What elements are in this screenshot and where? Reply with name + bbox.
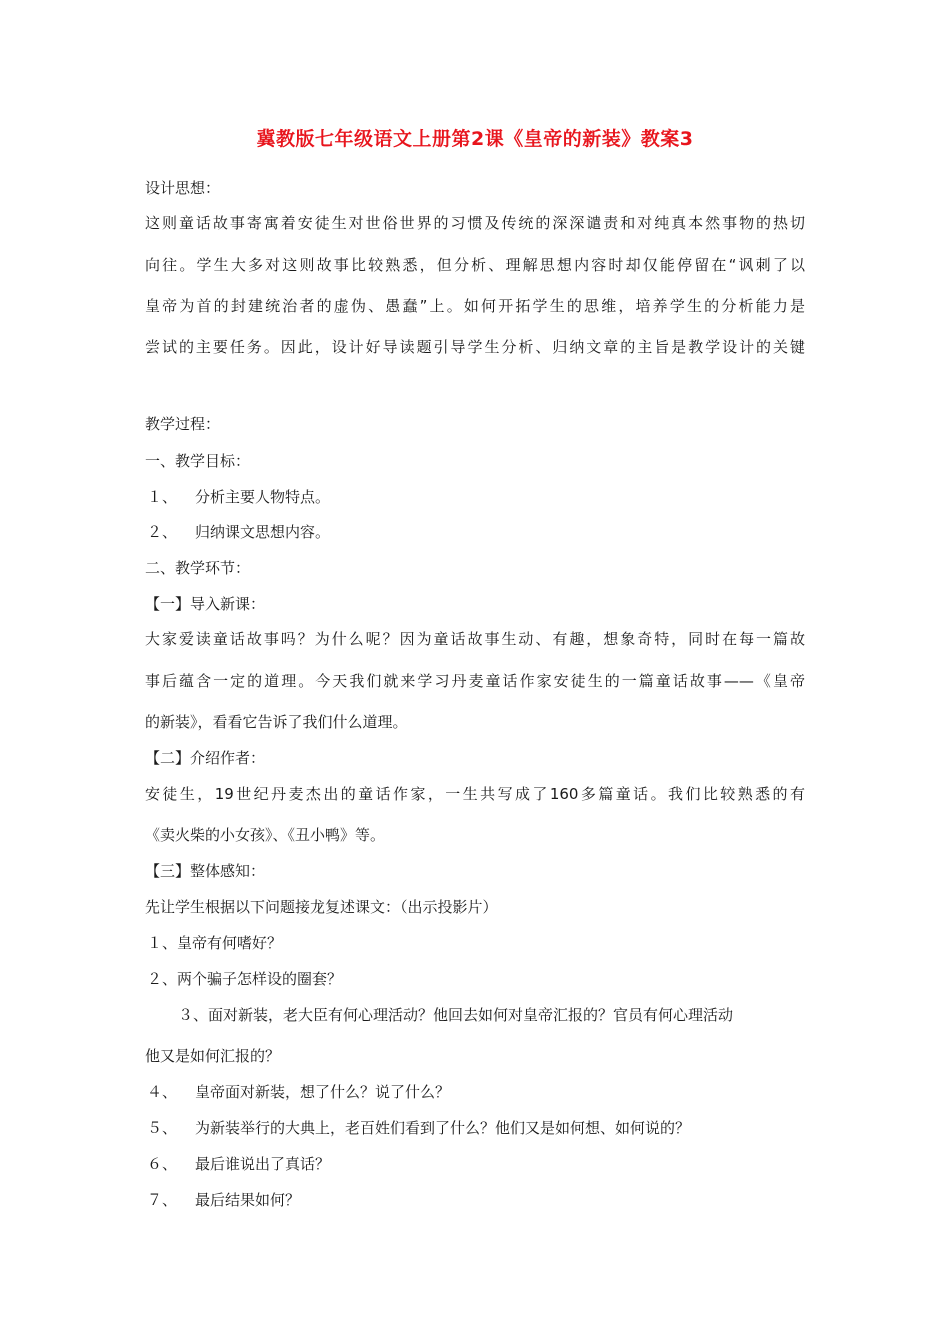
- question-continuation: 他又是如何汇报的？: [145, 1047, 281, 1065]
- goals-heading: 一、教学目标：: [145, 452, 251, 470]
- goal-item: [147, 487, 330, 507]
- intro-line: 的新装》，看看它告诉了我们什么道理。: [145, 713, 408, 731]
- question-number: ４、: [147, 1083, 178, 1101]
- question-item: ２、两个骗子怎样设的圈套？: [147, 970, 343, 988]
- goal-text: 归纳课文思想内容。: [195, 523, 331, 541]
- goal-text: 分析主要人物特点。: [195, 488, 331, 506]
- goal-item: [147, 522, 330, 542]
- question-text: 最后谁说出了真话？: [195, 1155, 331, 1173]
- design-line: 尝试的主要任务。因此，设计好导读题引导学生分析、归纳文章的主旨是教学设计的关键: [145, 338, 805, 356]
- process-heading: 教学过程：: [145, 415, 221, 433]
- question-item: [147, 1082, 450, 1102]
- question-number: ７、: [147, 1191, 178, 1209]
- question-item: [147, 1154, 330, 1174]
- author-line: 安徒生，19世纪丹麦杰出的童话作家，一生共写成了160多篇童话。我们比较熟悉的有: [145, 785, 805, 803]
- question-item: [147, 1118, 690, 1138]
- author-line: 《卖火柴的小女孩》、《丑小鸭》等。: [145, 826, 386, 844]
- design-line: 向往。学生大多对这则故事比较熟悉，但分析、理解思想内容时却仅能停留在“讽刺了以: [145, 256, 805, 274]
- goal-number: １、: [147, 488, 178, 506]
- question-number: ５、: [147, 1119, 178, 1137]
- design-heading: 设计思想：: [145, 179, 221, 197]
- intro-heading: 【一】导入新课：: [145, 595, 266, 613]
- question-text: 皇帝面对新装，想了什么？说了什么？: [195, 1083, 451, 1101]
- question-item: ３、面对新装，老大臣有何心理活动？他回去如何对皇帝汇报的？官员有何心理活动: [178, 1006, 734, 1024]
- intro-line: 事后蕴含一定的道理。今天我们就来学习丹麦童话作家安徒生的一篇童话故事——《皇帝: [145, 672, 805, 690]
- author-heading: 【二】介绍作者：: [145, 749, 266, 767]
- document-title: 冀教版七年级语文上册第2课《皇帝的新装》教案3: [256, 128, 694, 150]
- design-line: 皇帝为首的封建统治者的虚伪、愚蠢”上。如何开拓学生的思维，培养学生的分析能力是: [145, 297, 805, 315]
- question-item: [147, 1190, 300, 1210]
- question-text: 最后结果如何？: [195, 1191, 301, 1209]
- question-text: 为新装举行的大典上，老百姓们看到了什么？他们又是如何想、如何说的？: [195, 1119, 691, 1137]
- overall-intro: 先让学生根据以下问题接龙复述课文：（出示投影片）: [145, 898, 498, 916]
- goal-number: ２、: [147, 523, 178, 541]
- intro-line: 大家爱读童话故事吗？为什么呢？因为童话故事生动、有趣，想象奇特，同时在每一篇故: [145, 630, 805, 648]
- design-line: 这则童话故事寄寓着安徒生对世俗世界的习惯及传统的深深谴责和对纯真本然事物的热切: [145, 214, 805, 232]
- overall-heading: 【三】整体感知：: [145, 862, 266, 880]
- question-number: ６、: [147, 1155, 178, 1173]
- question-item: １、皇帝有何嗜好？: [147, 934, 283, 952]
- steps-heading: 二、教学环节：: [145, 559, 251, 577]
